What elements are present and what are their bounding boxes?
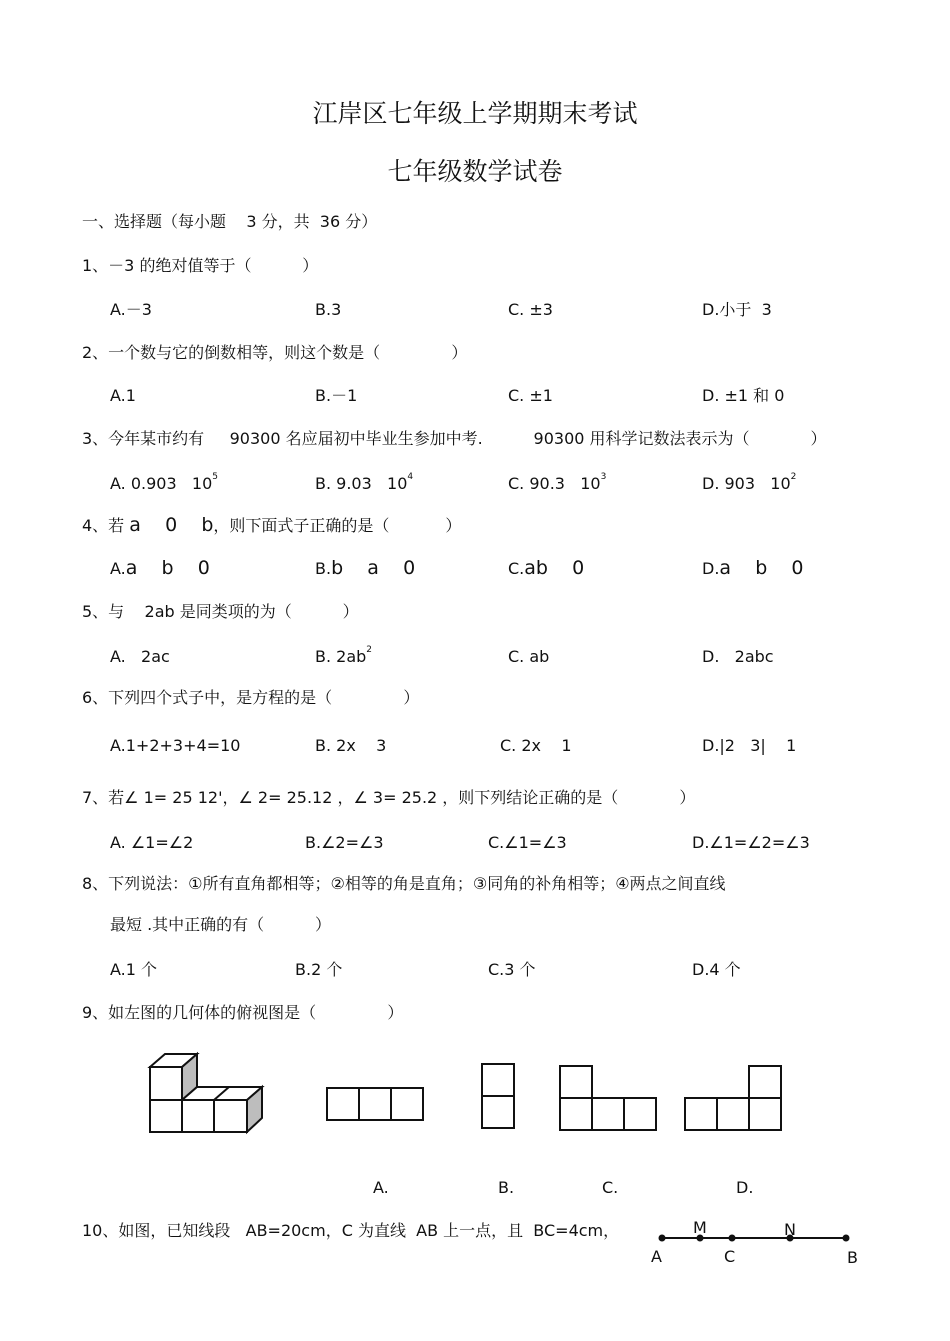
q5-option-b: B. $2ab^2$ [315,645,373,666]
view-option-b [482,1064,514,1128]
q1-option-d: D.小于 3 [702,300,772,319]
question-6-stem: 6、下列四个式子中，是方程的是（ ） [82,688,420,707]
question-8-stem-line1: 8、下列说法：①所有直角都相等；②相等的角是直角；③同角的补角相等；④两点之间直线 [82,874,726,893]
q4-option-b: B.b a 0 [315,557,416,579]
point-c [729,1235,736,1242]
q3-option-c: C. 90.3 $10^3$ [508,472,607,493]
q7-option-a: A. ∠1=∠2 [110,833,194,852]
q5-option-a: A. 2ac [110,647,170,666]
q4-option-c: C.ab 0 [508,557,585,579]
q3-option-b: B. 9.03 $10^4$ [315,472,414,493]
label-m: M [693,1218,707,1237]
question-1-stem: 1、－3 的绝对值等于（ ） [82,256,319,275]
q3-option-d: D. 903 $10^2$ [702,472,797,493]
q4-option-a: A.a b 0 [110,557,210,579]
question-2-stem: 2、一个数与它的倒数相等，则这个数是（ ） [82,343,468,362]
question-8-stem-line2: 最短 .其中正确的有（ ） [110,915,332,934]
question-3-stem: 3、今年某市约有 90300 名应届初中毕业生参加中考. 90300 用科学记数法表示为（ ） [82,429,827,448]
label-c: C [724,1247,736,1266]
question-10-stem: 10、如图，已知线段 AB=20cm，C 为直线 AB 上一点，且 BC=4cm， [82,1221,620,1240]
label-n: N [784,1220,796,1239]
q6-option-c: C. 2x 1 [500,736,572,755]
q5-option-d: D. 2abc [702,647,774,666]
view-option-c [560,1066,656,1130]
q9-label-a: A. [373,1178,389,1197]
q1-option-a: A.－3 [110,300,152,319]
q9-label-c: C. [602,1178,619,1197]
exam-title: 江岸区七年级上学期期末考试 [312,99,638,128]
q6-option-b: B. 2x 3 [315,736,387,755]
q9-label-b: B. [498,1178,515,1197]
label-a: A [651,1247,662,1266]
q4-option-d: D.a b 0 [702,557,804,579]
point-b [843,1235,850,1242]
q7-option-b: B.∠2=∠3 [305,833,384,852]
segment-figure [659,1235,850,1242]
view-option-d [685,1066,781,1130]
q8-option-c: C.3 个 [488,960,536,979]
question-4-stem: 4、若 a 0 b，则下面式子正确的是（ ） [82,514,462,536]
q2-option-d: D. ±1 和 0 [702,386,785,405]
label-b: B [847,1248,858,1267]
q7-option-d: D.∠1=∠2=∠3 [692,833,810,852]
q6-option-a: A.1+2+3+4=10 [110,736,241,755]
q2-option-b: B.－1 [315,386,358,405]
q5-option-c: C. ab [508,647,550,666]
view-option-a [327,1088,423,1120]
q3-option-a: A. 0.903 $10^5$ [110,472,218,493]
q2-option-c: C. ±1 [508,386,553,405]
q8-option-d: D.4 个 [692,960,741,979]
q7-option-c: C.∠1=∠3 [488,833,567,852]
q1-option-b: B.3 [315,300,342,319]
point-a [659,1235,666,1242]
solid-figure [150,1054,262,1132]
q8-option-b: B.2 个 [295,960,343,979]
q2-option-a: A.1 [110,386,136,405]
q8-option-a: A.1 个 [110,960,158,979]
question-9-stem: 9、如左图的几何体的俯视图是（ ） [82,1003,404,1022]
exam-subtitle: 七年级数学试卷 [387,157,563,186]
q1-option-c: C. ±3 [508,300,553,319]
question-5-stem: 5、与 2ab 是同类项的为（ ） [82,602,359,621]
q6-option-d: D.|2 3| 1 [702,736,797,755]
section-heading: 一、选择题（每小题 3 分，共 36 分） [82,212,378,231]
q9-label-d: D. [736,1178,754,1197]
question-7-stem: 7、若∠ 1= 25 12'，∠ 2= 25.12 ，∠ 3= 25.2 ，则下列结论正确的是（ ） [82,788,696,807]
